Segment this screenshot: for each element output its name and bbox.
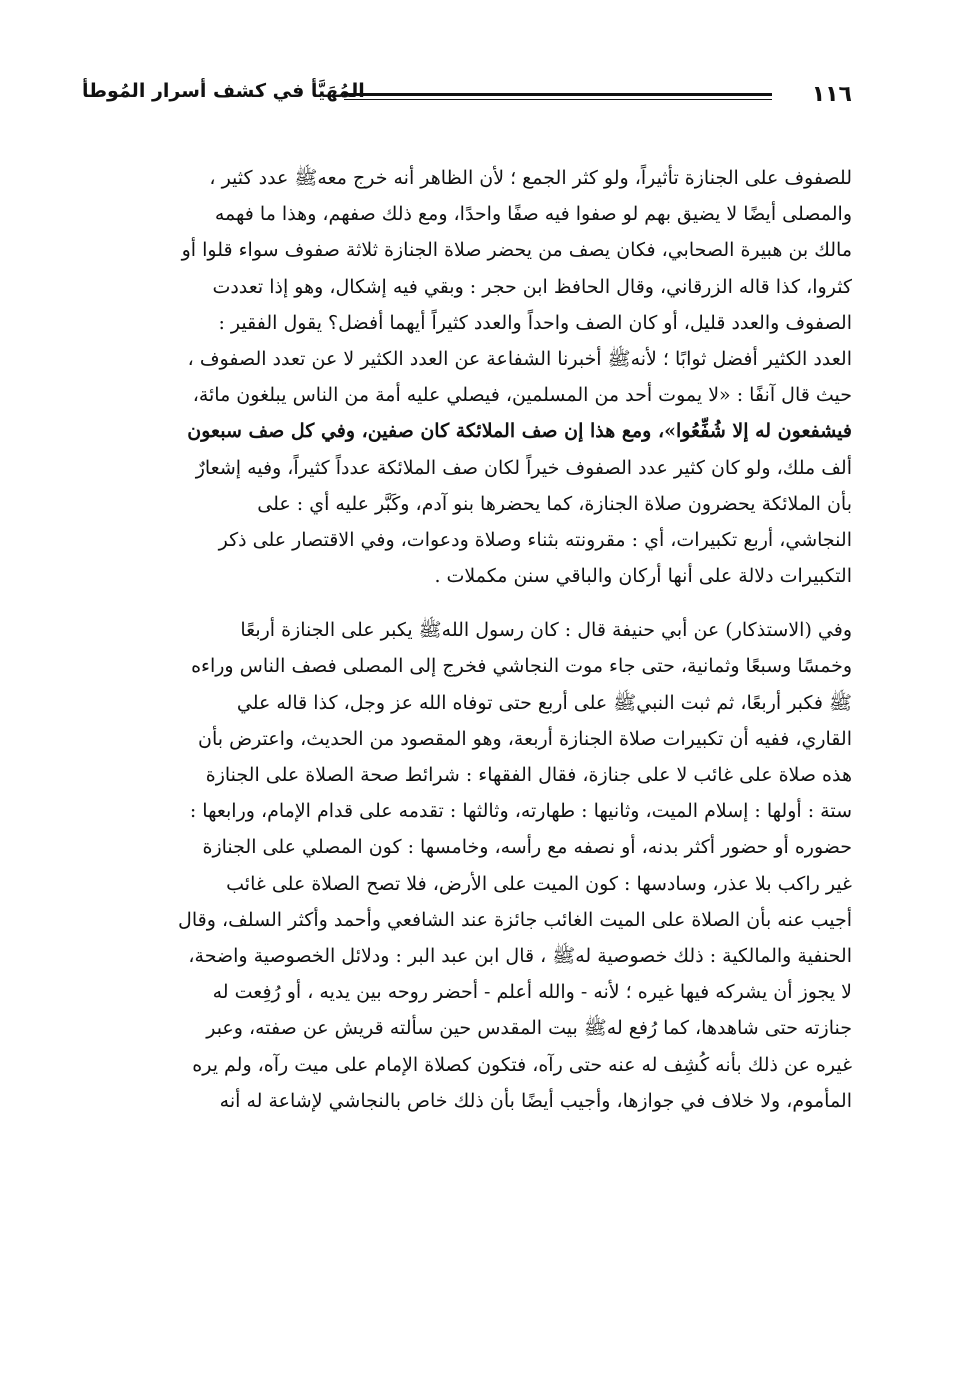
page-number: ١١٦	[811, 82, 852, 107]
text-line: المأموم، ولا خلاف في جوازها، وأجيب أيضًا بأن ذلك خاص بالنجاشي لإشاعة له أنه	[219, 1089, 852, 1112]
text-line: غير راكب بلا عذر، وسادسها : كون الميت على الأرض، فلا تصح الصلاة على غائب	[226, 872, 852, 895]
body-text	[82, 160, 852, 1119]
text-line: ألف ملك، ولو كان كثير عدد الصفوف خيراً لكان صف الملائكة عدداً كثيراً، وفيه إشعارٌ	[195, 456, 852, 479]
text-line: أجيب عنه بأن الصلاة على الميت الغائب جائزة عند الشافعي وأحمد وأكثر السلف، وقال	[178, 908, 852, 931]
text-line: والمصلى أيضًا لا يضيق بهم لو صفوا فيه صفًا واحدًا، ومع ذلك صفهم، وهذا ما فهمه	[214, 203, 852, 226]
text-line: النجاشي، أربع تكبيرات، أي : مقرونته بثناء وصلاة ودعوات، وفي الاقتصار على ذكر	[218, 528, 852, 551]
text-line: فيشفعون له إلا شُفِّعُوا»، ومع هذا إن صف الملائكة كان صفين، وفي كل صف سبعون	[187, 420, 852, 443]
text-line: الحنفية والمالكية : ذلك خصوصية لهﷺ ، قال ابن عبد البر : ودلائل الخصوصية واضحة،	[188, 944, 852, 967]
text-line: غيره عن ذلك بأنه كُشِف له عنه حتى رآه، فتكون كصلاة الإمام على ميت رآه، ولم يره	[192, 1053, 852, 1076]
text-line: القاري، ففيه أن تكبيرات صلاة الجنازة أربعة، وهو المقصود من الحديث، واعترض بأن	[198, 727, 852, 750]
paragraph	[82, 160, 852, 594]
text-line: للصفوف على الجنازة تأثيراً، ولو كثر الجمع ؛ لأن الظاهر أنه خرج معهﷺ عدد كثير ،	[209, 167, 852, 189]
page-header	[82, 80, 852, 114]
book-title: المُهَيَّأ في كشف أسرار المُوطأ	[82, 80, 365, 102]
text-line: مالك بن هبيرة الصحابي، فكان يصف من يحضر صلاة الجنازة ثلاثة صفوف سواء قلوا أو	[181, 239, 852, 262]
paragraph	[82, 612, 852, 1119]
text-line: كثروا، كذا قاله الزرقاني، وقال الحافظ ابن حجر : وبقي فيه إشكال، وهو إذا تعددت	[212, 275, 852, 298]
text-line: ستة : أولها : إسلام الميت، وثانيها : طهارته، وثالثها : تقدمه على قدام الإمام، ورابعها :	[189, 800, 852, 823]
paragraph-gap	[82, 594, 852, 612]
text-line: حضوره أو حضور أكثر بدنه، أو نصفه مع رأسه، وخامسها : كون المصلي على الجنازة	[202, 836, 852, 859]
text-line: هذه صلاة على غائب لا على جنازة، فقال الفقهاء : شرائط صحة الصلاة على الجنازة	[205, 764, 852, 786]
text-line: لا يجوز أن يشركه فيها غيره ؛ لأنه - والله أعلم - أحضر روحه بين يديه ، أو رُفِعت له	[212, 981, 852, 1004]
text-line: جنازته حتى شاهدها، كما رُفع لهﷺ بيت المقدس حين سألته قريش عن صفته، وعبر	[206, 1017, 852, 1040]
header-rule	[344, 93, 772, 100]
text-line: وخمسًا وسبعًا وثمانية، حتى جاء موت النجاشي فخرج إلى المصلى فصف الناس وراءه	[191, 655, 852, 678]
text-line: حيث قال آنفًا : «لا يموت أحد من المسلمين، فيصلي عليه أمة من الناس يبلغون مائة،	[192, 384, 852, 407]
text-line: بأن الملائكة يحضرون صلاة الجنازة، كما يحضرها بنو آدم، وكَبَّر عليه أي : على	[257, 492, 852, 515]
text-line: الصفوف والعدد قليل، أو كان الصف واحداً والعدد كثيراً أيهما أفضل؟ يقول الفقير :	[218, 311, 852, 334]
text-line: التكبيرات دلالة على أنها أركان والباقي سنن مكملات .	[434, 565, 852, 588]
text-line: ﷺ فكبر أربعًا، ثم ثبت النبيﷺ على أربع حتى توفاه الله عز وجل، كذا قاله علي	[236, 691, 852, 714]
text-line: العدد الكثير أفضل ثوابًا ؛ لأنهﷺ أخبرنا الشفاعة عن العدد الكثير لا عن تعدد الصفوف ،	[187, 347, 852, 370]
text-line: وفي (الاستذكار) عن أبي حنيفة قال : كان رسول اللهﷺ يكبر على الجنازة أربعًا	[240, 619, 852, 642]
